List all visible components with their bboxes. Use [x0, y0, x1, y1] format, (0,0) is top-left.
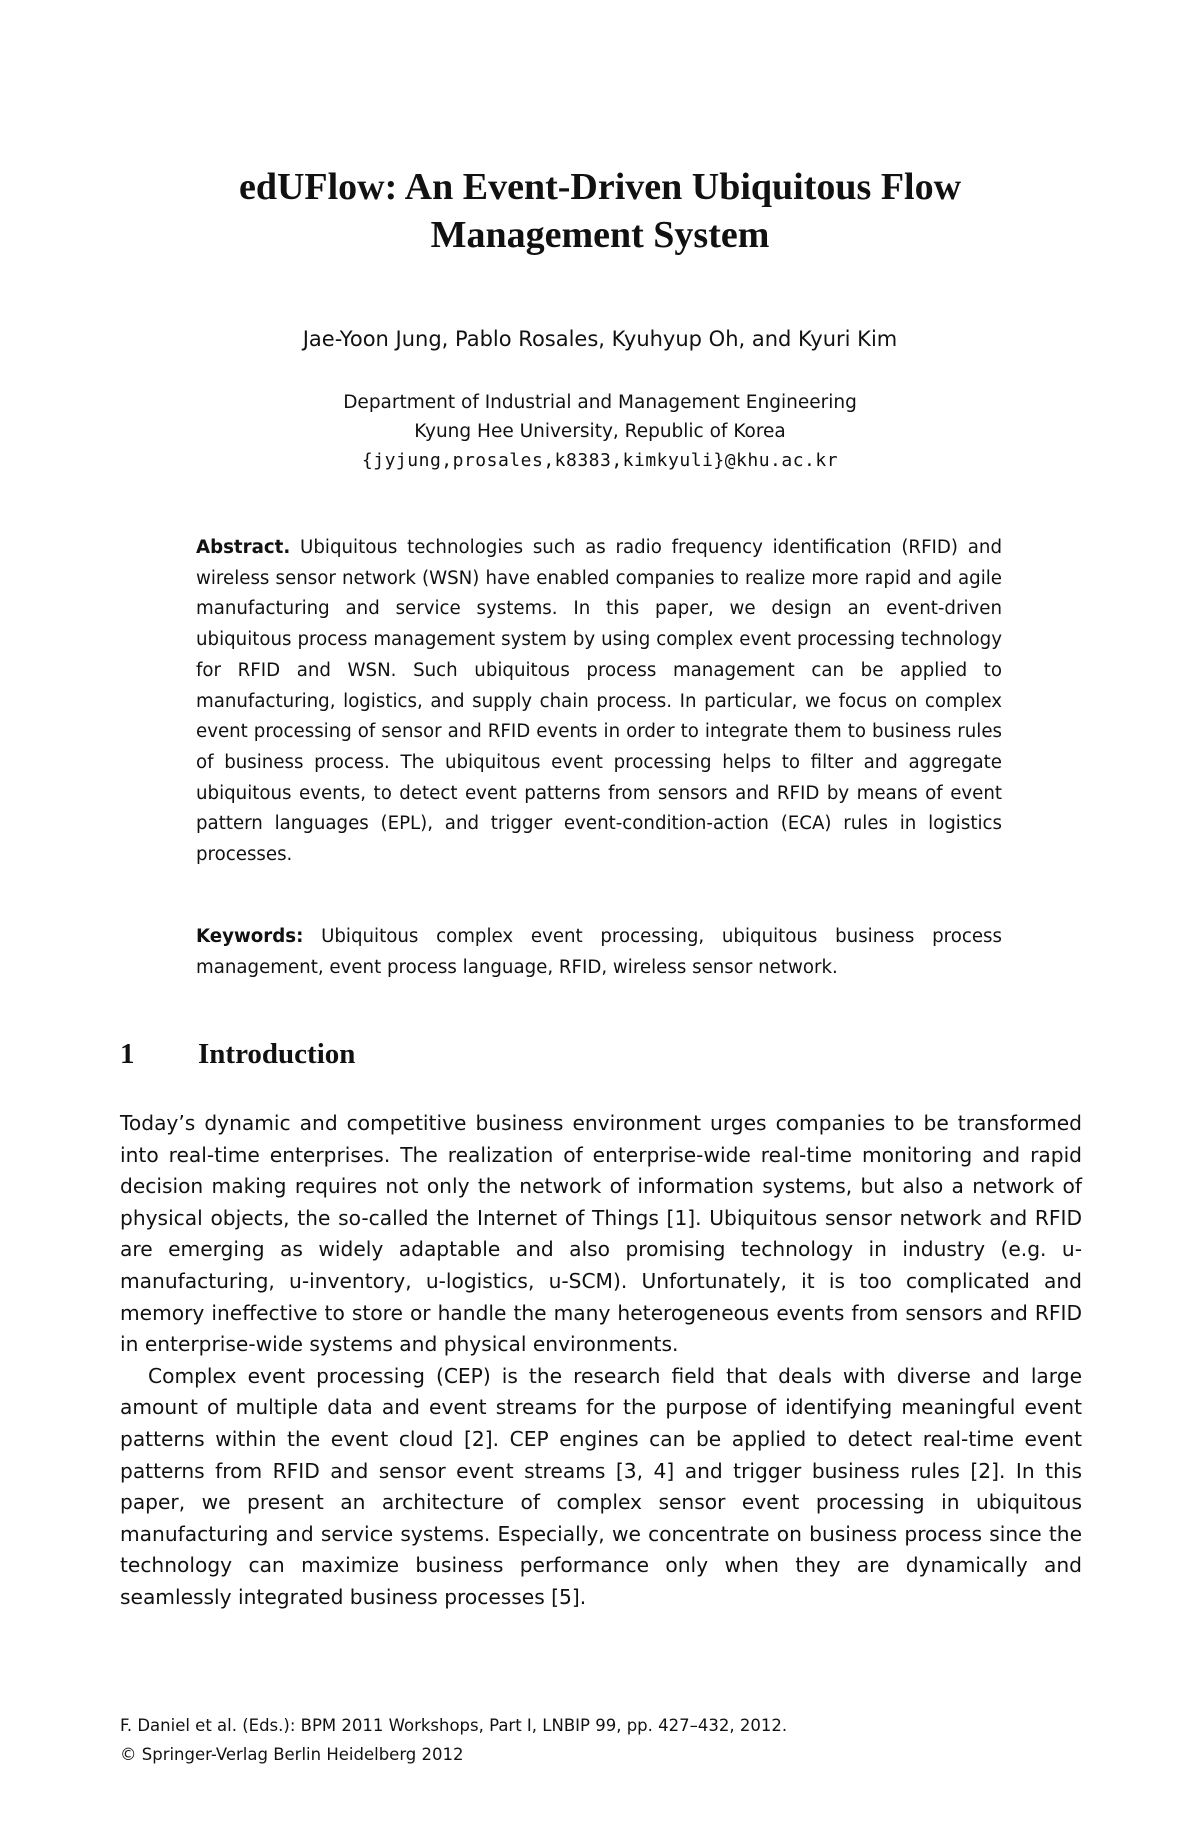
affiliation-university: Kyung Hee University, Republic of Korea	[414, 421, 786, 442]
author-emails: {jyjung,prosales,k8383,kimkyuli}@khu.ac.kr	[361, 450, 839, 471]
page-footer	[120, 1711, 1082, 1769]
keywords-label: Keywords:	[196, 926, 304, 947]
affiliation-department: Department of Industrial and Management Engineering	[343, 392, 857, 413]
body-paragraph: Today’s dynamic and competitive business environment urges companies to be transformed into real-time enterprises. The realization of enterprise-wide real-time monitoring and rapid decision making requires not only the network of information systems, but also a network of physical objects, the so-called the Internet of Things [1]. Ubiquitous sensor network and RFID are emerging as widely adaptable and also promising technology in industry (e.g. u-manufacturing, u-inventory, u-logistics, u-SCM). Unfortunately, it is too complicated and memory ineffective to store or handle the many heterogeneous events from sensors and RFID in enterprise-wide systems and physical environments.	[120, 1111, 1082, 1357]
paper-title-line-1: edUFlow: An Event-Driven Ubiquitous Flow	[238, 166, 962, 208]
abstract-text: Ubiquitous technologies such as radio frequency identification (RFID) and wireless sensor network (WSN) have enabled companies to realize more rapid and agile manufacturing and service systems. In this paper, we design an event-driven ubiquitous process management system by using complex event processing technology for RFID and WSN. Such ubiquitous process management can be applied to manufacturing, logistics, and supply chain process. In particular, we focus on complex event processing of sensor and RFID events in order to integrate them to business rules of business process. The ubiquitous event processing helps to filter and aggregate ubiquitous events, to detect event patterns from sensors and RFID by means of event pattern languages (EPL), and trigger event-condition-action (ECA) rules in logistics processes.	[196, 537, 1002, 866]
section-title: Introduction	[198, 1038, 356, 1070]
section-heading-introduction	[120, 1036, 355, 1072]
paper-title	[150, 163, 1050, 259]
body-paragraph: Complex event processing (CEP) is the research field that deals with diverse and large amount of multiple data and event streams for the purpose of identifying meaningful event patterns within the event cloud [2]. CEP engines can be applied to detect real-time event patterns from RFID and sensor event streams [3, 4] and trigger business rules [2]. In this paper, we present an architecture of complex sensor event processing in ubiquitous manufacturing and service systems. Especially, we concentrate on business process since the technology can maximize business performance only when they are dynamically and seamlessly integrated business processes [5].	[120, 1363, 1082, 1609]
keywords-text: Ubiquitous complex event processing, ubiquitous business process management, event process language, RFID, wireless sensor network.	[196, 926, 1002, 978]
footer-copyright: © Springer-Verlag Berlin Heidelberg 2012	[120, 1745, 464, 1764]
abstract-label: Abstract.	[196, 537, 291, 558]
paper-title-line-2: Management System	[430, 214, 770, 256]
keywords	[196, 922, 1002, 983]
section-number: 1	[120, 1038, 135, 1070]
author-list: Jae-Yoon Jung, Pablo Rosales, Kyuhyup Oh, and Kyuri Kim	[302, 327, 898, 351]
introduction-body	[120, 1108, 1082, 1614]
abstract	[196, 533, 1002, 871]
affiliation-block	[150, 388, 1050, 475]
footer-citation: F. Daniel et al. (Eds.): BPM 2011 Workshops, Part I, LNBIP 99, pp. 427–432, 2012.	[120, 1716, 788, 1735]
